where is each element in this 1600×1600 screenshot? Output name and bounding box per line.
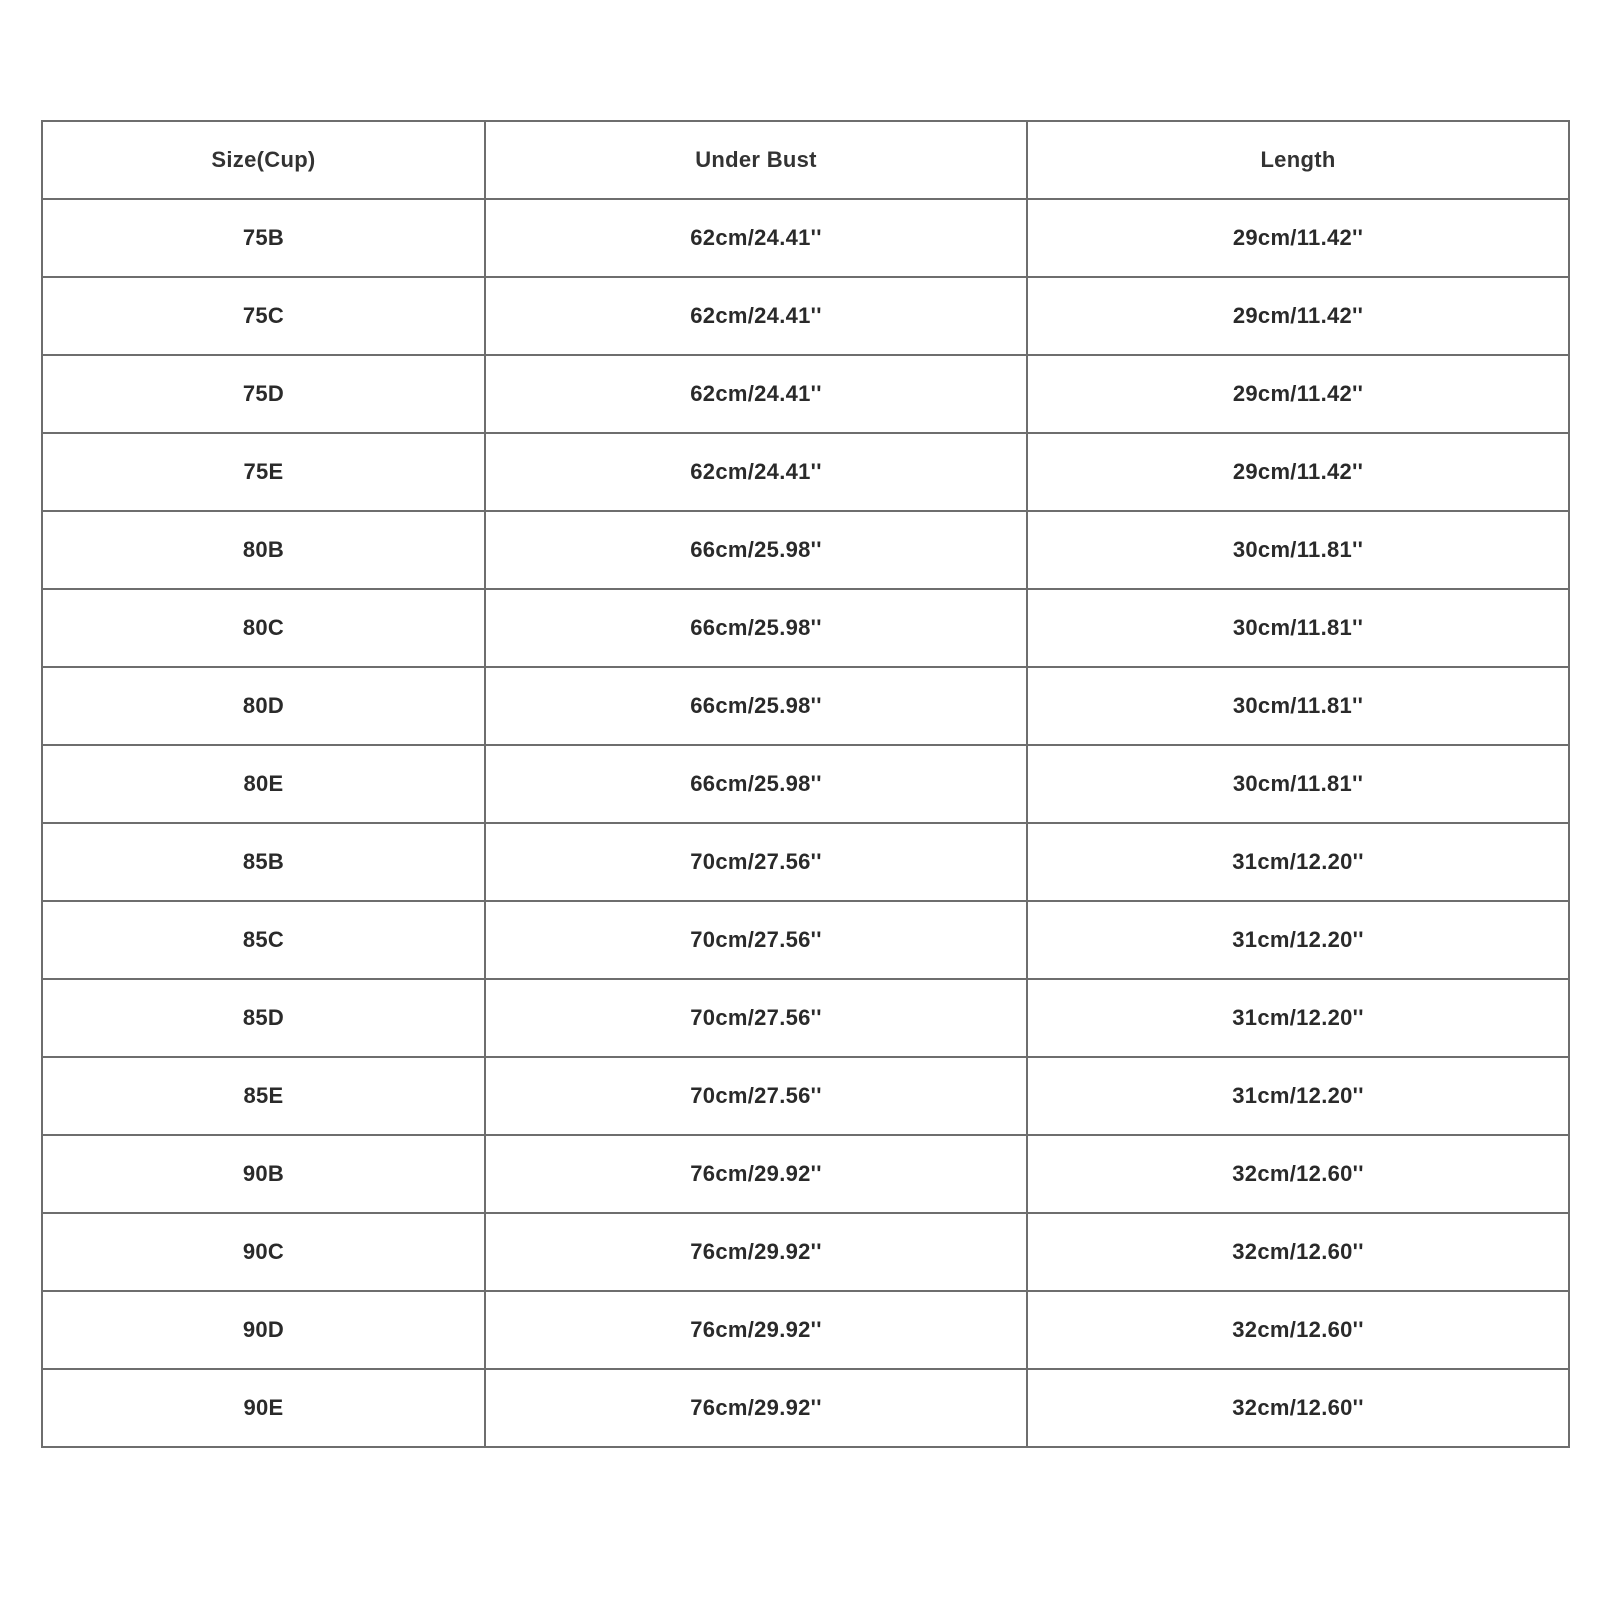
cell-under-bust: 66cm/25.98'' xyxy=(485,745,1027,823)
table-row xyxy=(42,1291,1569,1369)
table-row xyxy=(42,901,1569,979)
table-row xyxy=(42,1369,1569,1447)
table-row xyxy=(42,1057,1569,1135)
table-row xyxy=(42,199,1569,277)
cell-size-cup: 75B xyxy=(42,199,485,277)
cell-length: 29cm/11.42'' xyxy=(1027,355,1569,433)
cell-under-bust: 66cm/25.98'' xyxy=(485,667,1027,745)
cell-size-cup: 80E xyxy=(42,745,485,823)
cell-under-bust: 62cm/24.41'' xyxy=(485,355,1027,433)
header-size-cup: Size(Cup) xyxy=(42,121,485,199)
header-under-bust: Under Bust xyxy=(485,121,1027,199)
cell-under-bust: 62cm/24.41'' xyxy=(485,433,1027,511)
cell-length: 31cm/12.20'' xyxy=(1027,823,1569,901)
cell-length: 30cm/11.81'' xyxy=(1027,589,1569,667)
cell-size-cup: 75D xyxy=(42,355,485,433)
cell-under-bust: 76cm/29.92'' xyxy=(485,1213,1027,1291)
cell-size-cup: 85C xyxy=(42,901,485,979)
cell-size-cup: 90B xyxy=(42,1135,485,1213)
table-row xyxy=(42,433,1569,511)
table-row xyxy=(42,355,1569,433)
table-body xyxy=(42,199,1569,1447)
cell-length: 32cm/12.60'' xyxy=(1027,1369,1569,1447)
cell-under-bust: 76cm/29.92'' xyxy=(485,1369,1027,1447)
cell-under-bust: 70cm/27.56'' xyxy=(485,823,1027,901)
cell-size-cup: 85E xyxy=(42,1057,485,1135)
table-row xyxy=(42,823,1569,901)
cell-under-bust: 66cm/25.98'' xyxy=(485,589,1027,667)
cell-size-cup: 80D xyxy=(42,667,485,745)
table-row xyxy=(42,979,1569,1057)
cell-length: 29cm/11.42'' xyxy=(1027,277,1569,355)
cell-under-bust: 76cm/29.92'' xyxy=(485,1291,1027,1369)
table-row xyxy=(42,277,1569,355)
cell-size-cup: 90C xyxy=(42,1213,485,1291)
cell-length: 31cm/12.20'' xyxy=(1027,979,1569,1057)
cell-size-cup: 80B xyxy=(42,511,485,589)
table-row xyxy=(42,1213,1569,1291)
cell-length: 30cm/11.81'' xyxy=(1027,745,1569,823)
cell-size-cup: 85B xyxy=(42,823,485,901)
table-row xyxy=(42,1135,1569,1213)
table-row xyxy=(42,511,1569,589)
table-row xyxy=(42,745,1569,823)
cell-length: 30cm/11.81'' xyxy=(1027,667,1569,745)
cell-under-bust: 76cm/29.92'' xyxy=(485,1135,1027,1213)
cell-size-cup: 75C xyxy=(42,277,485,355)
cell-under-bust: 70cm/27.56'' xyxy=(485,901,1027,979)
cell-length: 29cm/11.42'' xyxy=(1027,199,1569,277)
cell-length: 32cm/12.60'' xyxy=(1027,1213,1569,1291)
cell-size-cup: 90D xyxy=(42,1291,485,1369)
cell-size-cup: 75E xyxy=(42,433,485,511)
cell-length: 31cm/12.20'' xyxy=(1027,901,1569,979)
header-length: Length xyxy=(1027,121,1569,199)
cell-length: 32cm/12.60'' xyxy=(1027,1291,1569,1369)
cell-length: 31cm/12.20'' xyxy=(1027,1057,1569,1135)
table-row xyxy=(42,667,1569,745)
table-header xyxy=(42,121,1569,199)
table-row xyxy=(42,589,1569,667)
cell-length: 32cm/12.60'' xyxy=(1027,1135,1569,1213)
cell-length: 29cm/11.42'' xyxy=(1027,433,1569,511)
cell-size-cup: 80C xyxy=(42,589,485,667)
cell-length: 30cm/11.81'' xyxy=(1027,511,1569,589)
cell-size-cup: 90E xyxy=(42,1369,485,1447)
cell-under-bust: 70cm/27.56'' xyxy=(485,1057,1027,1135)
cell-under-bust: 62cm/24.41'' xyxy=(485,277,1027,355)
cell-under-bust: 66cm/25.98'' xyxy=(485,511,1027,589)
cell-under-bust: 62cm/24.41'' xyxy=(485,199,1027,277)
size-chart-table xyxy=(41,120,1570,1448)
cell-under-bust: 70cm/27.56'' xyxy=(485,979,1027,1057)
header-row xyxy=(42,121,1569,199)
cell-size-cup: 85D xyxy=(42,979,485,1057)
